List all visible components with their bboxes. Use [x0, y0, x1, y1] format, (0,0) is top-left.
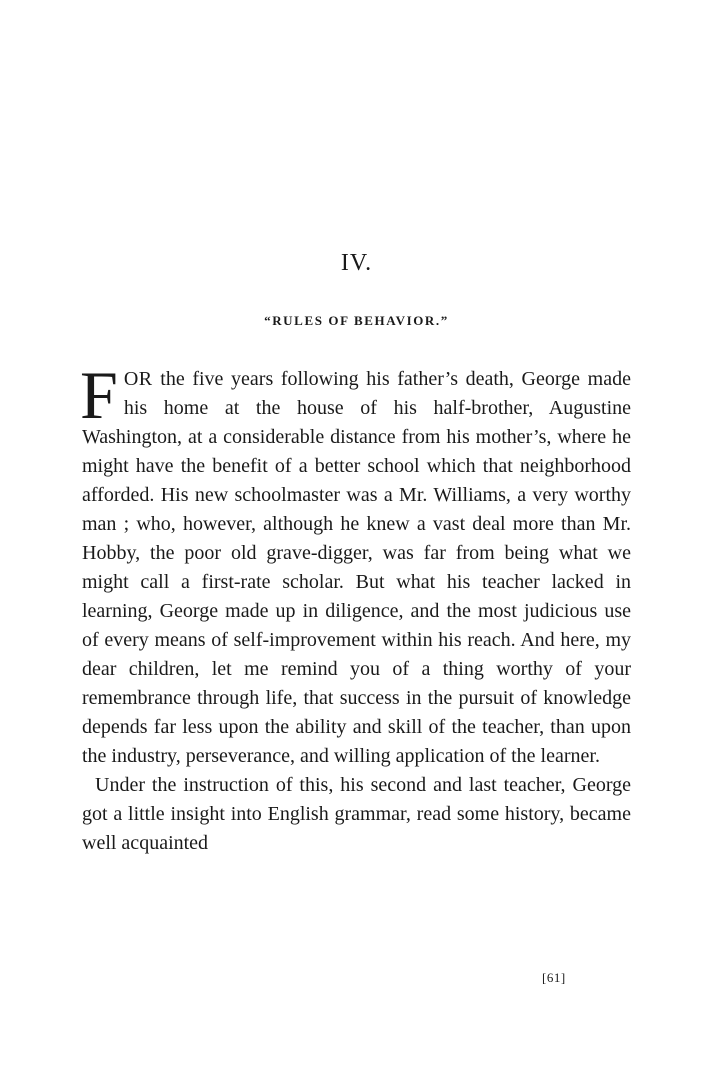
first-word-rest: OR: [123, 368, 153, 390]
paragraph-second-text: Under the instruction of this, his second and last teacher, George got a little insight into English grammar, read some history, became well acquainted: [82, 774, 631, 854]
paragraph-second: [82, 771, 631, 858]
paragraph-first-text: the five years following his father’s death, George made his home at the house of his half-brother, Augustine Washington, at a considerable distance from his mother’s, where he might have the benefit of a better school which that neighborhood afforded. His new schoolmaster was a Mr. Williams, a very worthy man ; who, however, although he knew a vast deal more than Mr. Hobby, the poor old grave-digger, was far from being what we might call a first-rate scholar. But what his teacher lacked in learning, George made up in diligence, and the most judicious use of every means of self-improvement within his reach. And here, my dear children, let me remind you of a thing worthy of your remembrance through life, that success in the pursuit of knowledge depends far less upon the ability and skill of the teacher, than upon the industry, perseverance, and willing application of the learner.: [82, 368, 631, 767]
body-text: [80, 357, 631, 858]
page-number: [61]: [542, 970, 566, 985]
paragraph-first: [80, 357, 631, 771]
drop-cap: F: [80, 357, 118, 433]
book-page: [82, 0, 631, 1080]
chapter-number: IV.: [340, 250, 373, 276]
chapter-title: “RULES OF BEHAVIOR.”: [264, 313, 449, 328]
